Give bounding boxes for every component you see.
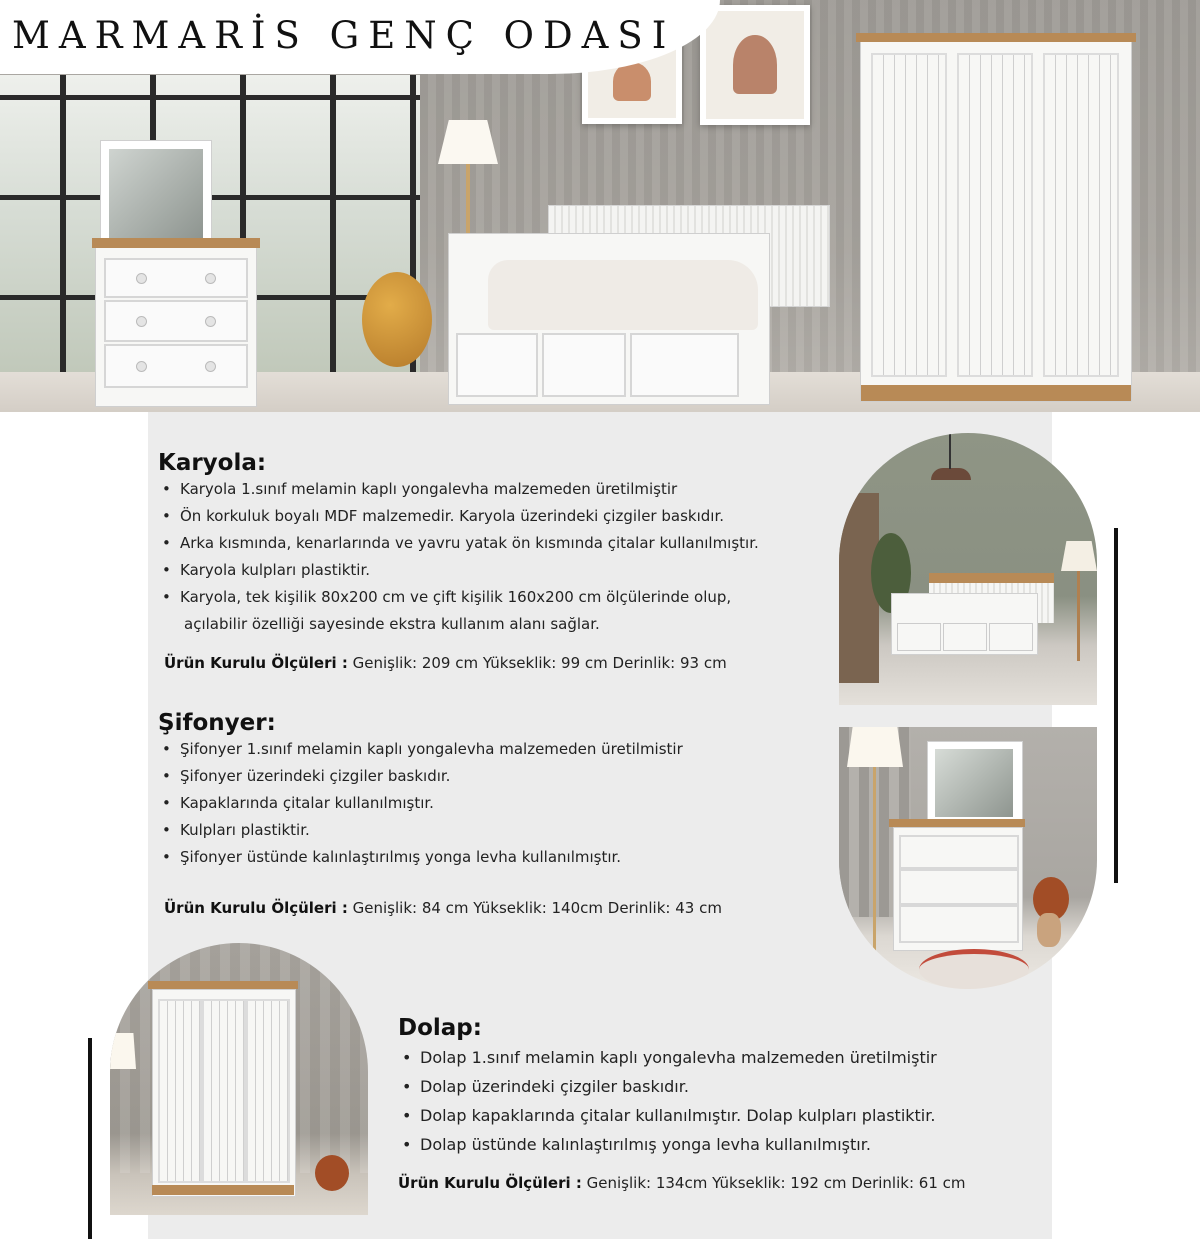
accent-line-right [1114,528,1118,883]
list-item: • Kapaklarında çitalar kullanılmıştır. [158,790,683,817]
wall-frame-right [700,5,810,125]
dresser [95,245,257,407]
dims-value: Genişlik: 134cm Yükseklik: 192 cm Derinlik: 61 cm [586,1174,966,1192]
sifonyer-title: Şifonyer: [158,710,276,736]
accent-line-left [88,1038,92,1239]
dims-label: Ürün Kurulu Ölçüleri : [398,1174,582,1192]
dims-value: Genişlik: 209 cm Yükseklik: 99 cm Derinlik: 93 cm [352,654,727,672]
list-item: • Dolap 1.sınıf melamin kaplı yongalevha malzemeden üretilmiştir [398,1043,937,1072]
sifonyer-features [158,736,683,871]
list-item: • Şifonyer üzerindeki çizgiler baskıdır. [158,763,683,790]
list-item: • Dolap üstünde kalınlaştırılmış yonga levha kullanılmıştır. [398,1130,937,1159]
list-item: • Dolap üzerindeki çizgiler baskıdır. [398,1072,937,1101]
dolap-dimensions [398,1174,966,1192]
list-item: • Dolap kapaklarında çitalar kullanılmıştır. Dolap kulpları plastiktir. [398,1101,937,1130]
karyola-dimensions [164,654,727,672]
page-title: MARMARİS GENÇ ODASI [12,14,676,57]
daybed-photo [839,433,1097,705]
dims-label: Ürün Kurulu Ölçüleri : [164,654,348,672]
hero-room-photo [0,0,1200,412]
dims-label: Ürün Kurulu Ölçüleri : [164,899,348,917]
wardrobe-photo [110,943,368,1215]
list-item: • Arka kısmında, kenarlarında ve yavru yatak ön kısmında çitalar kullanılmıştır. [158,530,759,557]
teddy-bear [362,272,432,367]
karyola-title: Karyola: [158,450,267,476]
dims-value: Genişlik: 84 cm Yükseklik: 140cm Derinlik: 43 cm [352,899,722,917]
dolap-title: Dolap: [398,1015,482,1041]
dresser-photo [839,727,1097,989]
daybed [448,205,838,405]
list-item: • Karyola 1.sınıf melamin kaplı yongalevha malzemeden üretilmiştir [158,476,759,503]
list-item: • Kulpları plastiktir. [158,817,683,844]
wardrobe [860,40,1132,402]
dolap-features [398,1043,937,1159]
list-item [158,584,759,638]
list-item-continuation: açılabilir özelliği sayesinde ekstra kullanım alanı sağlar. [184,615,600,633]
list-item: • Şifonyer üstünde kalınlaştırılmış yonga levha kullanılmıştır. [158,844,683,871]
list-item: • Şifonyer 1.sınıf melamin kaplı yongalevha malzemeden üretilmistir [158,736,683,763]
sifonyer-dimensions [164,899,722,917]
dresser-mirror [100,140,212,247]
list-item-line: Karyola, tek kişilik 80x200 cm ve çift kişilik 160x200 cm ölçülerinde olup, [180,588,732,606]
list-item: • Ön korkuluk boyalı MDF malzemedir. Karyola üzerindeki çizgiler baskıdır. [158,503,759,530]
list-item: • Karyola kulpları plastiktir. [158,557,759,584]
karyola-features [158,476,759,638]
